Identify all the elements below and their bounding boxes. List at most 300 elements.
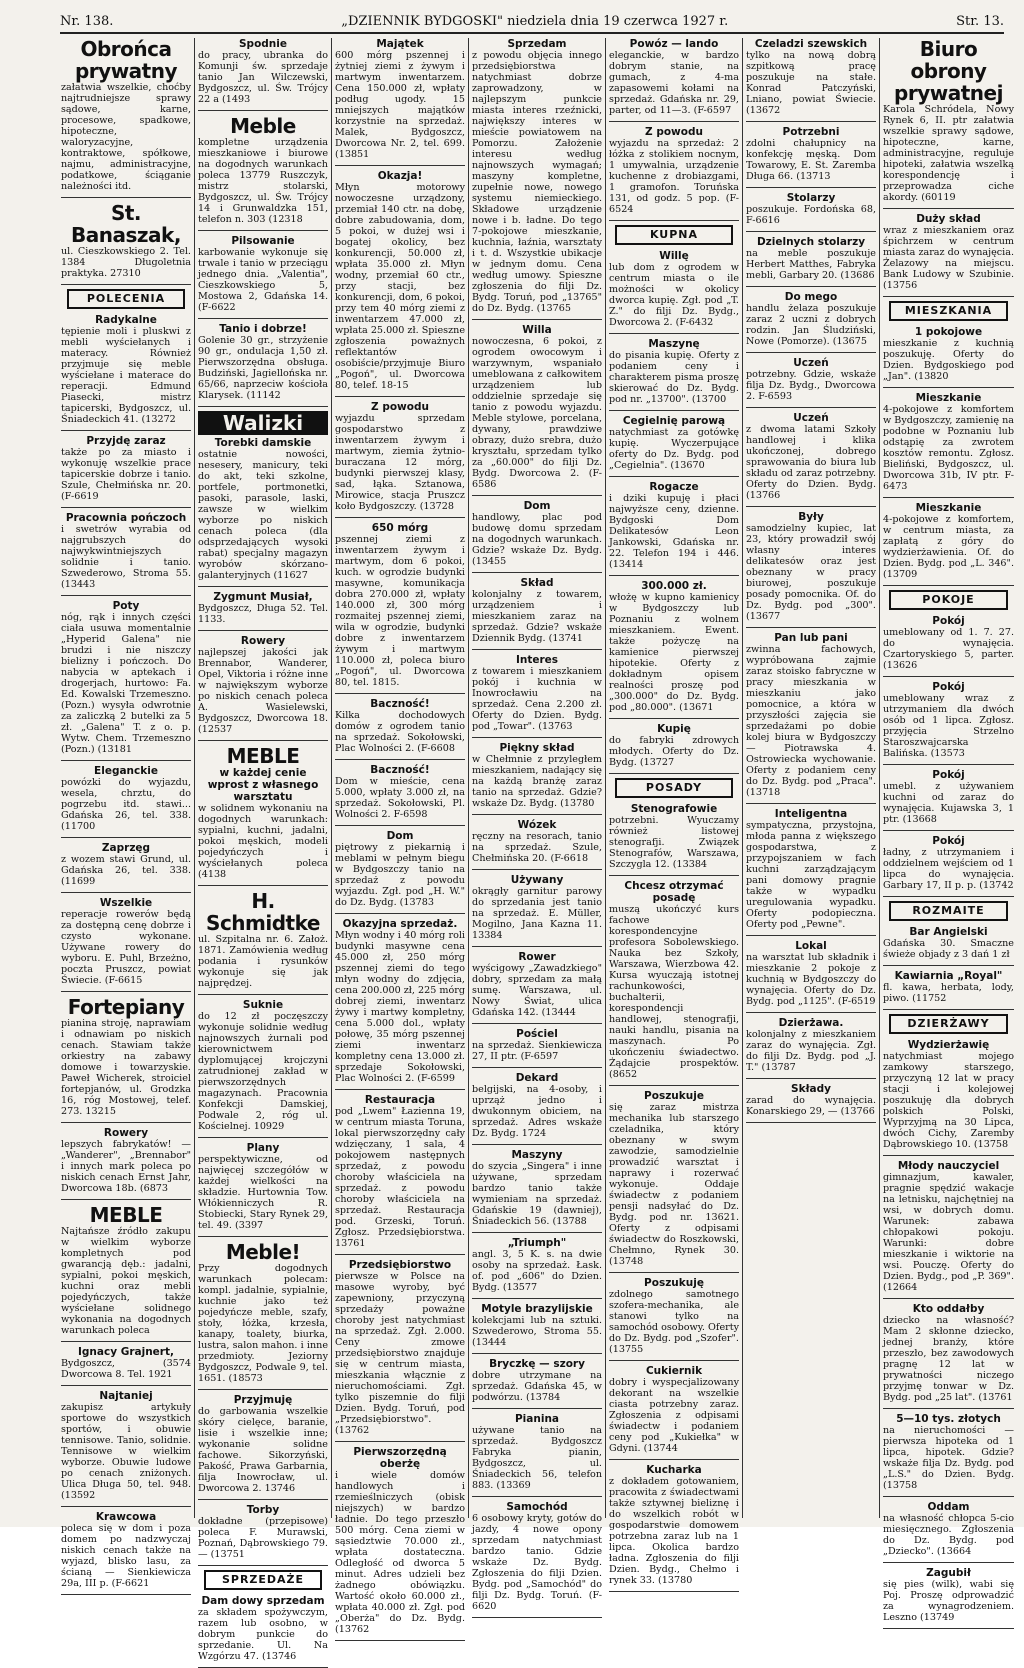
page-number: Str. 13. <box>956 13 1004 29</box>
classified-ad <box>746 412 876 501</box>
ad-divider <box>61 284 191 285</box>
ad-heading: Willę <box>659 250 689 262</box>
ad-divider <box>198 630 328 631</box>
ad-heading: Dom <box>386 830 414 842</box>
ad-divider <box>472 572 602 573</box>
ad-heading: Były <box>798 511 824 523</box>
classified-ad <box>609 1464 739 1586</box>
classified-ad <box>609 38 739 116</box>
ad-body: ul. Cieszkowskiego 2. Tel. 1384 Długoletnia praktyka. 27310 <box>61 246 191 279</box>
classified-ad <box>198 1241 328 1384</box>
ad-divider <box>61 197 191 198</box>
ad-body: umebl. z używaniem kuchni od zaraz do wynajęcia. Kujawska 3, 1 ptr. (13668 <box>883 781 1014 825</box>
ad-heading: Przedsiębiorstwo <box>348 1259 452 1271</box>
ad-heading: Pościel <box>516 1028 558 1040</box>
ad-body: powózki do wyjazdu, wesela, chrztu, do pogrzebu itd. stawi... Gdańska 26, tel. 338. (11700 <box>61 777 191 832</box>
classified-ad <box>61 1390 191 1501</box>
ad-heading: Lokal <box>795 940 827 952</box>
classified-ad <box>746 1017 876 1073</box>
ad-body: dobry i wyspecjalizowany dekorant na wszelkie ciasta potrzebny zaraz. Zgłoszenia z odpisami świadectw i podaniem ceny pod „Kukiełka" w Gdyni. (13744 <box>609 1377 739 1454</box>
ad-column <box>880 37 1017 1623</box>
ad-body: nóg, rąk i innych części ciała usuwa momentalnie „Hyperid Galena" nie brudzi i nie niszczy bielizny i pończoch. Do nabycia w aptekach i drogerjach, hurtowo: Fa. Ed. Kowalski Trzemeszno. (Pozn.) wysyła odwrotnie za zaliczką 2 butelki za 5 zł. „Galena" T. z o. p. Wytw. Chem. Trzemeszno (Pozn.) (13181 <box>61 612 191 755</box>
ad-body: Gdańska 30. Smaczne świeże objady z 3 dań 1 zł <box>883 938 1014 960</box>
ad-display-heading: Meble <box>230 114 296 138</box>
classified-ad <box>609 1277 739 1355</box>
ad-divider <box>472 319 602 320</box>
classified-ad <box>198 1504 328 1560</box>
classified-ad <box>198 1142 328 1231</box>
ad-body: Młyn motorowy nowoczesne urządzony, przemiał 140 ctr. na dobę, dobre zabudowania, dom, 5 pokoi, w dużej wsi i bogatej okolicy, bez konkurencji, 50.000 zł, wpłata 35.000 zł. Młyn wodny, przemiał 60 ctr., przy stacji, bez konkurencji, dom, 6 pokoi, przy tem 40 mórg ziemi z inwentarzem 47.000 zł, wpłata 25.000 zł. Spieszne zgłoszenia poważnych reflektantów osobiście/przyjmuje Biuro „Pogoń", ul. Dworcowa 80, telef. 18-15 <box>335 182 465 391</box>
classified-ad <box>883 926 1014 960</box>
classified-ad <box>61 314 191 425</box>
ad-body: wraz z mieszkaniem oraz śpichrzem w centrum miasta zaraz do wynajęcia. Żelazowy na miejscu. Bank Ludowy w Szubinie. (13756 <box>883 225 1014 291</box>
ad-body: tępienie moli i pluskwi z mebli wyściełanych i materacy. Również przyjmuje się meble wyściełane i materace do reperacji. Edmund Piasecki, mistrz tapicerski, Bydgoszcz, ul. Śniadeckich 41. (13272 <box>61 326 191 425</box>
classified-ad <box>883 392 1014 492</box>
ad-heading: Kawiarnia „Royal" <box>894 970 1003 982</box>
ad-body: nowoczesna, 6 pokoi, z ogrodem owocowym i warzywnym, wspaniało umeblowana z całkowitem urządzeniem lub oddzielnie sprzedaje się tanio z powodu wyjazdu. Meble stylowe, porcelana, dywany, prawdziwe obrazy, dużo srebra, dużo kryształu, sprzedam tylko za „60.000" do filji Dz. Bydg. Dworcowa 2. (F-6586 <box>472 336 602 490</box>
classified-ad <box>472 654 602 732</box>
ad-divider <box>746 935 876 936</box>
classified-ad <box>883 1413 1014 1491</box>
classified-ad <box>883 901 1014 921</box>
ad-column <box>332 38 469 1635</box>
ad-body: sympatyczna, przystojna, młoda panna z większego gospodarstwa, z przypojszaniem w fach kuchni zarządzającym pani domowy pragnie także w wypadku uregulowania wypadku. Oferty podopieczna. Oferty pod „Pewne". <box>746 820 876 930</box>
ad-display-heading: Obrońca prywatny <box>74 37 178 83</box>
classified-ad <box>472 819 602 864</box>
classified-ad <box>883 1501 1014 1557</box>
ad-column <box>469 38 606 1612</box>
classified-ad <box>472 1501 602 1612</box>
classified-ad <box>609 580 739 713</box>
ad-heading: Torby <box>246 1504 280 1516</box>
classified-ad <box>883 1014 1014 1034</box>
classified-ad <box>883 835 1014 891</box>
ad-divider <box>335 693 465 694</box>
ad-body: wyścigowy „Zawadzkiego" dobry, sprzedam za małą sumę. Warszawa, ul. Nowy Świat, ulica Gdańska 142. (13444 <box>472 963 602 1018</box>
classified-ad <box>61 765 191 832</box>
ad-body: na sprzedaż. Sienkiewicza 27, II ptr. (F-6597 <box>472 1040 602 1062</box>
ad-body: w Chełmnie z przyległem mieszkaniem, nadający się na każdą branżę zaraz tanio na sprzedaż. Gdzie? wskaże Dz. Bydg. (13780 <box>472 754 602 809</box>
ad-heading: „Triumph" <box>507 1237 567 1249</box>
classified-ad <box>883 769 1014 825</box>
ad-divider <box>609 1360 739 1361</box>
classified-ad <box>746 38 876 116</box>
classified-ad <box>61 600 191 755</box>
classified-ad <box>335 1094 465 1249</box>
ad-heading: Inteligentna <box>774 808 848 820</box>
ad-body: ostatnie nowości, nesesery, manicury, teki do akt, teki szkolne, portfele, portmonetki, pasoki, parasole, laski, zawsze w wielkim wyborze po niskich cenach poleca (dla odsprzedających wysoki rabat) specjalny magazyn wyrobów skórzano-galanteryjnych (11627 <box>198 449 328 581</box>
classified-ad <box>883 1039 1014 1150</box>
ad-body: na nieruchomości — pierwsza hipoteka od 1 lipca, hipotek. Gdzie? wskaże filja Dz. Bydg. pod „L.S." do Dzien. Bydg. (13758 <box>883 1425 1014 1491</box>
ad-heading: Duży skład <box>916 213 981 225</box>
ad-body: fl. kawa, herbata, lody, piwo. (11752 <box>883 982 1014 1004</box>
ad-body: tylko na nową dobrą szpitkową pracę poszukuje na stałe. Konrad Patczyński, Lniano, powiat Świecie. (13672 <box>746 50 876 116</box>
ad-body: natychmiast mojego zamkowy starszego, przyczyną 12 lat w pracy stacji i kolejowej poszukuję dla dobrych polskich Polski, Wyprzyjmą na 30 Lipca, dwóch Cichy, Zaremby Dąbrowskiego 10. (13758 <box>883 1051 1014 1150</box>
ad-heading: Dzielnych stolarzy <box>756 236 866 248</box>
ad-divider <box>335 396 465 397</box>
classified-ad <box>198 411 328 581</box>
ad-divider <box>198 110 328 111</box>
ad-divider <box>609 220 739 221</box>
ad-heading: Dekard <box>515 1072 559 1084</box>
ad-heading: Sprzedam <box>507 38 567 50</box>
ad-body: ręczny na resorach, tanio na sprzedaż. Szule, Chełmińska 20. (F-6618 <box>472 831 602 864</box>
classified-ad <box>883 681 1014 759</box>
ad-divider <box>472 1408 602 1409</box>
ad-body: eleganckie, w bardzo dobrym stanie, na gumach, z 4-ma zapasowemi kołami na sprzedaż. Gdańska nr. 29, parter, od 11—3. (F-6597 <box>609 50 739 116</box>
ad-divider <box>609 333 739 334</box>
ad-body: w solidnem wykonaniu na dogodnych warunkach: sypialni, kuchni, jadalni, pokoi męskich, modeli pojedyńczych i wyściełanych poleca (4138 <box>198 803 328 880</box>
ad-heading: Radykalne <box>95 314 157 326</box>
classified-ad <box>746 940 876 1007</box>
ad-divider <box>883 1298 1014 1299</box>
ad-divider <box>609 121 739 122</box>
ad-divider <box>883 1155 1014 1156</box>
ad-divider <box>335 1089 465 1090</box>
ad-display-heading: H. Schmidtke <box>206 889 320 935</box>
ad-heading: Samochód <box>506 1501 568 1513</box>
ad-divider <box>198 1137 328 1138</box>
section-heading: KUPNA <box>615 225 733 245</box>
ad-column <box>58 37 195 1589</box>
ad-divider <box>472 737 602 738</box>
classified-ad <box>883 1160 1014 1293</box>
ad-heading: Rower <box>518 951 556 963</box>
ad-body: umeblowany od 1. 7. 27. do wynajęcia. Czartoryskiego 5, parter. (13626 <box>883 627 1014 671</box>
ad-divider <box>746 187 876 188</box>
classified-ad <box>609 250 739 328</box>
ad-heading: Zygmunt Musiał, <box>213 591 313 603</box>
classified-ad <box>609 225 739 245</box>
classified-ad <box>472 1028 602 1062</box>
ad-divider <box>746 286 876 287</box>
ad-heading: Spodnie <box>238 38 287 50</box>
classified-ad <box>198 235 328 313</box>
ad-body: 4-pokojowe z komfortem w Bydgoszczy, zamienię na podobne w Poznaniu lub odstąpię za zwrotem kosztów remontu. Zgłosz. Bieliński, Bydgoszcz, ul. Dworcowa 31b, IV ptr. F-6473 <box>883 404 1014 492</box>
ad-divider <box>609 1085 739 1086</box>
ad-body: reperacje rowerów będą za dostępną cenę dobrze i czysto wykonane. Używane rowery do wyboru. E. Puhl, Brzeżno, poczta Pruszcz, powiat Świecie. (F-6615 <box>61 909 191 986</box>
classified-ad <box>472 577 602 644</box>
classified-ad <box>472 500 602 567</box>
ad-heading: Restauracja <box>364 1094 436 1106</box>
ad-divider <box>198 318 328 319</box>
ad-divider <box>335 1254 465 1255</box>
ad-heading: Ignacy Grajnert, <box>78 1346 174 1358</box>
ad-body: 4-pokojowe z komfortem, w centrum miasta, za zapłatą z góry do wydzierżawienia. Of. do Dzien. Bydg. pod „L. 346". (13709 <box>883 514 1014 580</box>
ad-divider <box>198 406 328 407</box>
ad-divider <box>883 830 1014 831</box>
ad-heading: Pierwszorzędną oberżę <box>353 1446 447 1470</box>
ad-heading: Pan lub pani <box>774 632 848 644</box>
ad-body: załatwia wszelkie, choćby najtrudniejsze sprawy sądowe, karne, procesowe, spadkowe, hipoteczne, waloryzacyjne, kontraktowe, spółkowe, najmu, administracyjne, podatkowe, ściąganie należności itd. <box>61 82 191 192</box>
classified-ad <box>746 236 876 281</box>
classified-ad <box>61 996 191 1117</box>
ad-divider <box>472 1067 602 1068</box>
ad-body: pszennej ziemi z inwentarzem żywym i martwym, dom 6 pokoi, kuch. w ogrodzie budynki masywne, komunikacja dobra 270.000 zł, wpłaty 140.000 zł, 300 mórg rozmaitej pszennej ziemi, wila w ogrodzie, budynki dobre z inwentarzem żywym i martwym 110.000 zł, poleca biuro „Pogoń", ul. Dworcowa 80, tel. 1815. <box>335 534 465 688</box>
classified-ad <box>472 1149 602 1227</box>
classified-ad <box>472 1237 602 1293</box>
ad-heading: Czeladzi szewskich <box>754 38 868 50</box>
ad-body: za składem spożywczym, razem lub osobno, w dobrym punkcie do sprzedanie. Ul. Na Wzgórzu 47. (13746 <box>198 1607 328 1662</box>
ad-display-heading: Fortepiany <box>67 995 185 1019</box>
ad-body: z dwoma latami Szkoły handlowej i klika ukończonej, dobrego sprawowania do biura lub składu od zaraz potrzebny. Oferty do Dzien. Bydg. (13766 <box>746 424 876 501</box>
ad-body: Karola Schródela, Nowy Rynek 6, II. ptr załatwia wszelkie sprawy sądowe, hipoteczne, karne, administracyjne, reguluje hipoteki, załatwia wszelką korespondencję i przeprowadza ciche akordy. (60119 <box>883 104 1014 203</box>
ad-heading: Z powodu <box>645 126 703 138</box>
classified-ad <box>335 1259 465 1436</box>
ad-body: 6 osobowy kryty, gotów do jazdy, 4 nowe opony sprzedam natychmiast bardzo tanio. Gdzie wskaże Dz. Bydg. Zgłoszenia do filji Dzien. Bydg. pod „Samochód" do filji Dz. Bydg. Toruń. (F-6620 <box>472 1513 602 1612</box>
classified-ad <box>335 1446 465 1635</box>
classified-ad <box>198 1394 328 1494</box>
ad-body: na własność chłopca 5-cio miesięcznego. Zgłoszenia do Dz. Bydg. pod „Dziecko". (13664 <box>883 1513 1014 1557</box>
classified-ad <box>746 291 876 347</box>
ad-body: Golenie 30 gr., strzyżenie 90 gr., ondulacja 1,50 zł. Pierwszorzędna obsługa. Budziński, Jagiellońska nr. 65/66, naprzeciw kościoła Klarysek. (11142 <box>198 335 328 401</box>
ad-divider <box>883 965 1014 966</box>
classified-ad <box>609 778 739 798</box>
classified-ad <box>472 742 602 809</box>
ad-body: dziecko na własność? Mam 2 skłonne dziecko, jednej branży, które przeszło, bez zawodowych pragnę 12 lat w prywatności niczego przyjmę tonwar w Dz. Bydg. pod „25 lat". (13761 <box>883 1315 1014 1403</box>
ad-heading: 650 mórg <box>371 522 429 534</box>
ad-divider <box>609 773 739 774</box>
ad-body: poleca się w dom i poza domem po nadzwyczaj niskich cenach także na wyjazd, blisko lasu, za ścianą — Sienkiewicza 29a, III p. (F-6621 <box>61 1523 191 1589</box>
section-heading: DZIERŻAWY <box>889 1014 1008 1034</box>
ad-divider <box>61 1341 191 1342</box>
ad-body: najlepszej jakości jak Brennabor, Wanderer, Opel, Viktoria i różne inne w największym wyborze po niskich cenach poleca A. Wasielewski, Bydgoszcz, Dworcowa 18. (12537 <box>198 647 328 735</box>
ad-divider <box>335 1441 465 1442</box>
ad-display-heading: Walizki <box>198 411 328 435</box>
ad-body: lepszych fabrykatów! — „Wanderer", „Brennabor" i innych mark poleca po niskich cenach Ernst Jahr, Dworcowa 18b. (6873 <box>61 1139 191 1194</box>
ad-divider <box>61 837 191 838</box>
ad-heading: Majątek <box>376 38 424 50</box>
classified-ad <box>472 1413 602 1491</box>
ad-body: 600 mórg pszennej i żytniej ziemi z żywym i martwym inwentarzem. Cena 150.000 zł, wpłaty podług ugody. 15 mniejszych majątków korzystnie na sprzedaż. Malek, Bydgoszcz, Dworcowa Nr. 2, tel. 699. (13851 <box>335 50 465 160</box>
ad-divider <box>61 595 191 596</box>
section-heading: POKOJE <box>889 590 1008 610</box>
ad-body: kolonjalny z mieszkaniem zaraz do wynajęcia. Zgł. do filji Dz. Bydg. pod „J. T." (13787 <box>746 1029 876 1073</box>
classified-ad <box>609 803 739 870</box>
ad-body: zdolnego samotnego szofera-mechanika, ale stanowi tylko na samochód osobowy. Oferty do Dz. Bydg. pod „Szofer". (13755 <box>609 1289 739 1355</box>
classified-ad <box>61 289 191 309</box>
classified-ad <box>883 970 1014 1004</box>
ad-divider <box>746 407 876 408</box>
ad-divider <box>472 495 602 496</box>
ad-body: zarad do wynajęcia. Konarskiego 29, — (13766 <box>746 1095 876 1117</box>
classified-ad <box>335 918 465 1084</box>
ad-divider <box>472 649 602 650</box>
ad-body: pierwsze w Polsce na masowe wyroby, być zapewniony, przyczyną sprzedaży poważne choroby jest natychmiast na sprzedaż. Zgł. 2.000. Ceny zmowe przedsiębiorstwo znajduje się w centrum miasta, mieszkania włącznie z nieruchomościami. Zgł. tylko piszemnie do filji Dzien. Bydg. Toruń, pod „Przedsiębiorstwo". (13762 <box>335 1271 465 1436</box>
ad-body: Bydgoszcz, (3574 Dworcowa 8. Tel. 1921 <box>61 1358 191 1380</box>
ad-divider <box>609 875 739 876</box>
ad-heading: Suknie <box>242 999 284 1011</box>
ad-body: mieszkanie z kuchnią poszukuję. Oferty do Dzien. Bydgoskiego pod „Jan". (13820 <box>883 338 1014 382</box>
ad-heading: Dzierżawa. <box>778 1017 844 1029</box>
ad-heading: Pokój <box>932 769 965 781</box>
ad-heading: Dam dowy sprzedam <box>201 1595 325 1607</box>
ad-heading: Stolarzy <box>786 192 836 204</box>
classified-ad <box>198 323 328 401</box>
section-heading: ROZMAITE <box>889 901 1008 921</box>
classified-ad <box>472 1303 602 1348</box>
ad-divider <box>609 476 739 477</box>
ad-body: z powodu objęcia innego przedsiębiorstwa natychmiast dobrze zaprowadzony, w najlepszym punkcie miasta interes rzeźnicki, największy interes w mieście powiatowem na Pomorzu. Założenie interesu według najnowszych wymagań; maszyny kompletne, zupełnie nowe, nowego systemu niemieckiego. Składowe urządzenie nowe i b. ładne. Do tego 7-pokojowe mieszkanie, kuchnia, łaźnia, warsztaty i t. d. Wszystkie ubikacje w jednym domu. Cena według umowy. Spieszne zgłoszenia do filji Dz. Bydg. Toruń, pod „13765" do Dz. Bydg. (13765 <box>472 50 602 314</box>
classified-ad <box>883 38 1014 203</box>
ad-heading: Przyjmuję <box>233 1394 293 1406</box>
classified-ad <box>883 1303 1014 1403</box>
ad-heading: Chcesz otrzymać posadę <box>624 880 724 904</box>
classified-ad <box>746 808 876 930</box>
ad-divider <box>61 430 191 431</box>
classified-ad <box>609 1090 739 1267</box>
ad-heading: 1 pokojowe <box>914 326 983 338</box>
ad-columns <box>58 37 1020 1662</box>
ad-divider <box>61 507 191 508</box>
ad-divider <box>883 1009 1014 1010</box>
ad-heading: Zaprzęg <box>101 842 151 854</box>
ad-heading: Eleganckie <box>94 765 158 777</box>
classified-ad <box>746 1083 876 1117</box>
ad-heading: Bar Angielski <box>909 926 988 938</box>
ad-display-heading: MEBLE <box>89 1203 163 1227</box>
ad-divider <box>472 946 602 947</box>
ad-body: Kilka dochodowych domów z ogrodem tanio na sprzedaż. Sokołowski, Plac Wolności 2. (F-6608 <box>335 710 465 754</box>
classified-ad <box>335 38 465 160</box>
classified-ad <box>472 38 602 314</box>
classified-ad <box>609 415 739 471</box>
section-heading: POSADY <box>615 778 733 798</box>
ad-heading: Przyjdę zaraz <box>86 435 166 447</box>
classified-ad <box>472 1072 602 1139</box>
classified-ad <box>198 999 328 1132</box>
ad-divider <box>883 208 1014 209</box>
ad-divider <box>61 1506 191 1507</box>
ad-heading: Plany <box>246 1142 280 1154</box>
ad-body: i swetrów wyrabia od najgrubszych do najwykwintniejszych solidnie i tanio. Szwederowo, Stroma 55. (13443 <box>61 524 191 590</box>
ad-heading: Pokój <box>932 835 965 847</box>
classified-ad <box>198 890 328 989</box>
ad-divider <box>883 585 1014 586</box>
ad-heading: Pilsowanie <box>231 235 295 247</box>
ad-column <box>743 38 880 1518</box>
ad-heading: Torebki damskie <box>214 437 312 449</box>
ad-heading: Zagubił <box>926 1567 971 1579</box>
classified-ad <box>61 1346 191 1380</box>
ad-heading: Z powodu <box>371 401 429 413</box>
ad-body: dobre utrzymane na sprzedaż. Gdańska 45, w podwórzu. (13784 <box>472 1370 602 1403</box>
ad-heading: Składy <box>791 1083 831 1095</box>
ad-heading: Oddam <box>927 1501 970 1513</box>
classified-ad <box>198 1570 328 1590</box>
ad-divider <box>198 1236 328 1237</box>
ad-divider <box>198 740 328 741</box>
section-heading: SPRZEDAŻE <box>204 1570 322 1590</box>
ad-heading: Rowery <box>103 1127 149 1139</box>
ad-body: i wiele domów handlowych i rzemieślniczych (obisk niejszych) w bardzo ładnie. Do tego przeszło 500 mórg. Cena ziemi w sąsiedztwie 70.000 zł., wpłata dostateczna. Odległość od dworca 5 minut. Adres udzieli bez żadnego obówiązku. Wartość około 60.000 zł., wpłata 40.000 zł. Zgł. pod „Oberża" do Dz. Bydg. (13762 <box>335 1470 465 1635</box>
page-header <box>60 10 1004 34</box>
ad-heading: Okazja! <box>377 170 423 182</box>
classified-ad <box>61 512 191 590</box>
ad-divider <box>746 803 876 804</box>
ad-body: Dom w mieście, cena 5.000, wpłaty 3.000 zł, na sprzedaż. Sokołowski, Pl. Wolności 2. F-6598 <box>335 776 465 820</box>
ad-divider <box>335 1640 465 1641</box>
ad-body: zakupisz artykuły sportowe do wszystkich sportów, i obuwie tennisowe. Tanio, solidnie. Tennisowe w wielkim wyborze. Obuwie ludowe po cenach zniżonych. Ulica Długa 50, tel. 948. (13592 <box>61 1402 191 1501</box>
ad-heading: Pracownia pończoch <box>65 512 187 524</box>
ad-heading: Baczność! <box>370 764 430 776</box>
ad-divider <box>883 676 1014 677</box>
ad-divider <box>472 1298 602 1299</box>
ad-heading: Maszynę <box>648 338 700 350</box>
ad-divider <box>883 497 1014 498</box>
classified-ad <box>883 502 1014 580</box>
classified-ad <box>335 698 465 754</box>
classified-ad <box>883 301 1014 321</box>
ad-divider <box>883 1408 1014 1409</box>
classified-ad <box>198 635 328 735</box>
classified-ad <box>746 192 876 226</box>
ad-divider <box>746 1078 876 1079</box>
masthead-title: „DZIENNIK BYDGOSKI" niedziela dnia 19 czerwca 1927 r. <box>341 13 729 29</box>
ad-body: muszą ukończyć kurs fachowe korespondencyjne profesora Sobolewskiego. Nauka bez Szkoły, Warszawa, Wierzbowa 42. Kursa wyuczają istotnej rachunkowości, buchalterii, korespondencji handlowej, stenografji, nauki handlu, pisania na maszynach. Po ukończeniu świadectwo. Żądajcie prospektów. (8652 <box>609 904 739 1080</box>
ad-display-heading: MEBLE <box>226 744 300 768</box>
ad-divider <box>472 1617 602 1618</box>
classified-ad <box>746 632 876 798</box>
ad-divider <box>198 586 328 587</box>
ad-divider <box>61 1385 191 1386</box>
classified-ad <box>335 522 465 688</box>
ad-divider <box>472 869 602 870</box>
ad-heading: Używany <box>510 874 564 886</box>
classified-ad <box>472 951 602 1018</box>
ad-heading: Mieszkanie <box>915 392 982 404</box>
classified-ad <box>746 357 876 402</box>
ad-column <box>606 38 743 1586</box>
ad-body: gimnazjum, kawaler, pragnie spędzić wakacje na letnisku, najchętniej na wsi, w dobrych domu. Warunek: zabawa chłopakowi pokoju. Warunki: dobre mieszkanie i wiktorie na wsi. Pouczę. Oferty do Dzien. Bydg., pod „P. 369". (12664 <box>883 1172 1014 1293</box>
ad-body: samodzielny kupiec, lat 23, który prowadził swój własny interes delikatesów oraz jest obeznany w pracy biurowej, poszukuje posady pomocnika. Of. do Dz. Bydg. pod „300". (13677 <box>746 523 876 622</box>
ad-divider <box>472 1144 602 1145</box>
classified-ad <box>198 591 328 625</box>
ad-column <box>195 38 332 1662</box>
ad-heading: Piękny skład <box>499 742 575 754</box>
ad-heading: Stenografowie <box>630 803 718 815</box>
classified-ad <box>883 213 1014 291</box>
ad-body: na warsztat lub składnik i mieszkanie 2 pokoje z kuchnią w Bydgoszczy do wynajęcia. Oferty do Dz. Bydg. pod „1125". (F-6519 <box>746 952 876 1007</box>
ad-body: okrągły garnitur parowy do sprzedania jest tanio na sprzedaż. E. Müller, Mogilno, Jana Kazna 11. 13384 <box>472 886 602 941</box>
ad-body: wyjazdu na sprzedaż: 2 łóżka z stolikiem nocnym, 1 umywalnia, urządzenie kuchenne z drobiazgami, 1 gramofon. Toruńska 131, od godz. 5 pop. (F-6524 <box>609 138 739 215</box>
ad-heading: 5—10 tys. złotych <box>896 1413 1001 1425</box>
ad-heading: Potrzebni <box>782 126 840 138</box>
ad-body: ładny, z utrzymaniem i oddzielnem wejściem od 1 lipca do wynajęcia. Garbary 17, II p. p. (13742 <box>883 847 1014 891</box>
ad-heading: Wydzierżawię <box>907 1039 990 1051</box>
ad-body: perspektywiczne, od najwięcej szczegółów w każdej wielkości na składzie. Hurtownia Tow. Włókienniczych R. Stobiecki, Stary Rynek 29, tel. 49. (3397 <box>198 1154 328 1231</box>
ad-heading: Młody nauczyciel <box>897 1160 1000 1172</box>
ad-body: na meble poszukuje Herbert Matthes, Fabryka mebli, Garbary 20. (13686 <box>746 248 876 281</box>
classified-ad <box>61 897 191 986</box>
ad-heading: Motyle brazylijskie <box>481 1303 593 1315</box>
ad-divider <box>746 627 876 628</box>
ad-divider <box>883 1628 1014 1629</box>
ad-body: do szycia „Singera" i inne używane, sprzedam bardzo tanio także wymieniam na sprzedaż. Gdańskie 19 (dawniej), Śniadeckich 56. (13788 <box>472 1161 602 1227</box>
classified-ad <box>61 842 191 887</box>
ad-body: handlowy, plac pod budowę domu sprzedam na dogodnych warunkach. Gdzie? wskaże Dz. Bydg. (13455 <box>472 512 602 567</box>
classified-ad <box>198 115 328 225</box>
ad-body: włożę w kupno kamienicy w Bydgoszczy lub Poznaniu z wolnem mieszkaniem. Ewent. także pożyczę na kamienice pierwszej hipotekie. Oferty z dokładnym opisem realności proszę pod „300.000" do Dz. Bydg. pod „80.000". (13671 <box>609 592 739 713</box>
ad-divider <box>61 1199 191 1200</box>
section-heading: MIESZKANIA <box>889 301 1008 321</box>
ad-heading: w każdej cenie wprost z własnego warsztatu <box>207 767 319 803</box>
ad-body: kompletne urządzenia mieszkaniowe i biurowe na dogodnych warunkach poleca 13779 Ruszczyk, mistrz stolarski, Bydgoszcz, ul. Św. Trójcy 14 i Grunwaldzka 151, telefon n. 303 (12318 <box>198 137 328 225</box>
ad-body: Najtańsze źródło zakupu w wielkim wyborze kompletnych pod gwarancją dęb.: jadalni, sypialni, pokoi męskich, kuchni oraz mebli pojedyńczych, także wyściełane solidnego wykonania na dogodnych warunkach poleca <box>61 1226 191 1336</box>
classified-ad <box>61 202 191 279</box>
ad-heading: Mieszkanie <box>915 502 982 514</box>
ad-heading: Interes <box>515 654 559 666</box>
